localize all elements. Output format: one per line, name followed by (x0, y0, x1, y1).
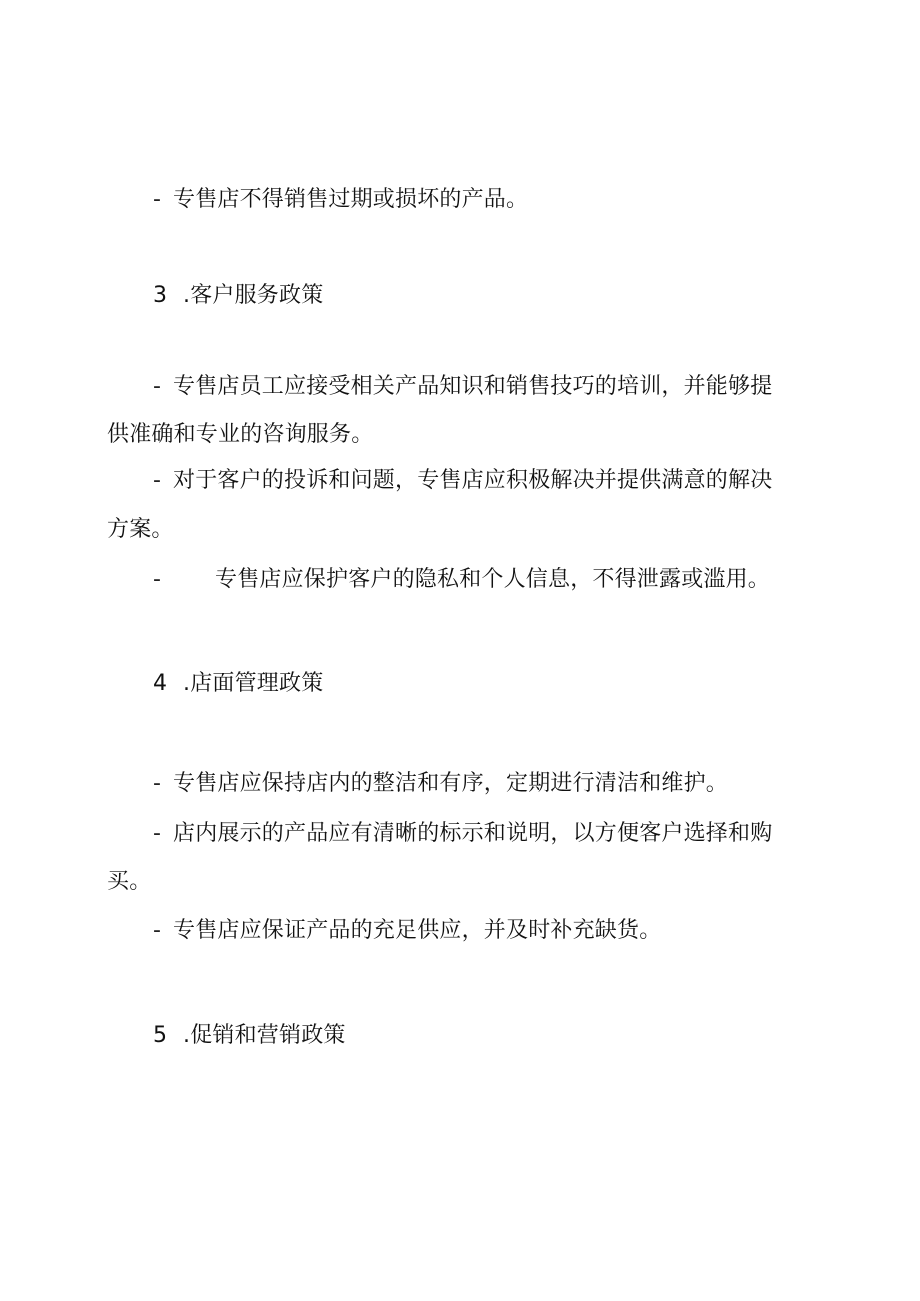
list-item-text: 对于客户的投诉和问题，专售店应积极解决并提供满意的解决 (173, 468, 773, 493)
bullet-dash: - (153, 187, 162, 212)
list-item-text: 专售店不得销售过期或损坏的产品。 (173, 187, 529, 212)
section-number: 3 (153, 283, 168, 308)
section-number: 5 (153, 1023, 168, 1048)
list-item (153, 917, 661, 945)
list-item (153, 770, 728, 798)
bullet-dash: - (153, 771, 162, 796)
list-item (153, 820, 772, 848)
list-item-continuation: 方案。 (107, 517, 174, 542)
list-item (153, 373, 772, 401)
list-item-text: 专售店应保护客户的隐私和个人信息，不得泄露或滥用。 (215, 567, 771, 592)
bullet-dash: - (153, 821, 162, 846)
list-item-text: 专售店应保证产品的充足供应，并及时补充缺货。 (173, 918, 662, 943)
list-item-continuation: 买。 (107, 869, 152, 894)
list-item-text: 专售店应保持店内的整洁和有序，定期进行清洁和维护。 (173, 771, 729, 796)
bullet-dash: - (153, 567, 162, 592)
section-number: 4 (153, 671, 168, 696)
list-item (153, 186, 528, 214)
list-item (153, 566, 770, 594)
section-heading (153, 670, 323, 698)
bullet-dash: - (153, 918, 162, 943)
section-title: .客户服务政策 (183, 283, 324, 308)
section-title: .促销和营销政策 (183, 1023, 346, 1048)
section-heading (153, 1022, 346, 1050)
bullet-dash: - (153, 374, 162, 399)
list-item-text: 店内展示的产品应有清晰的标示和说明，以方便客户选择和购 (173, 821, 773, 846)
section-title: .店面管理政策 (183, 671, 324, 696)
section-heading (153, 282, 323, 310)
bullet-dash: - (153, 468, 162, 493)
list-item (153, 467, 772, 495)
list-item-continuation: 供准确和专业的咨询服务。 (107, 422, 374, 447)
list-item-text: 专售店员工应接受相关产品知识和销售技巧的培训，并能够提 (173, 374, 773, 399)
